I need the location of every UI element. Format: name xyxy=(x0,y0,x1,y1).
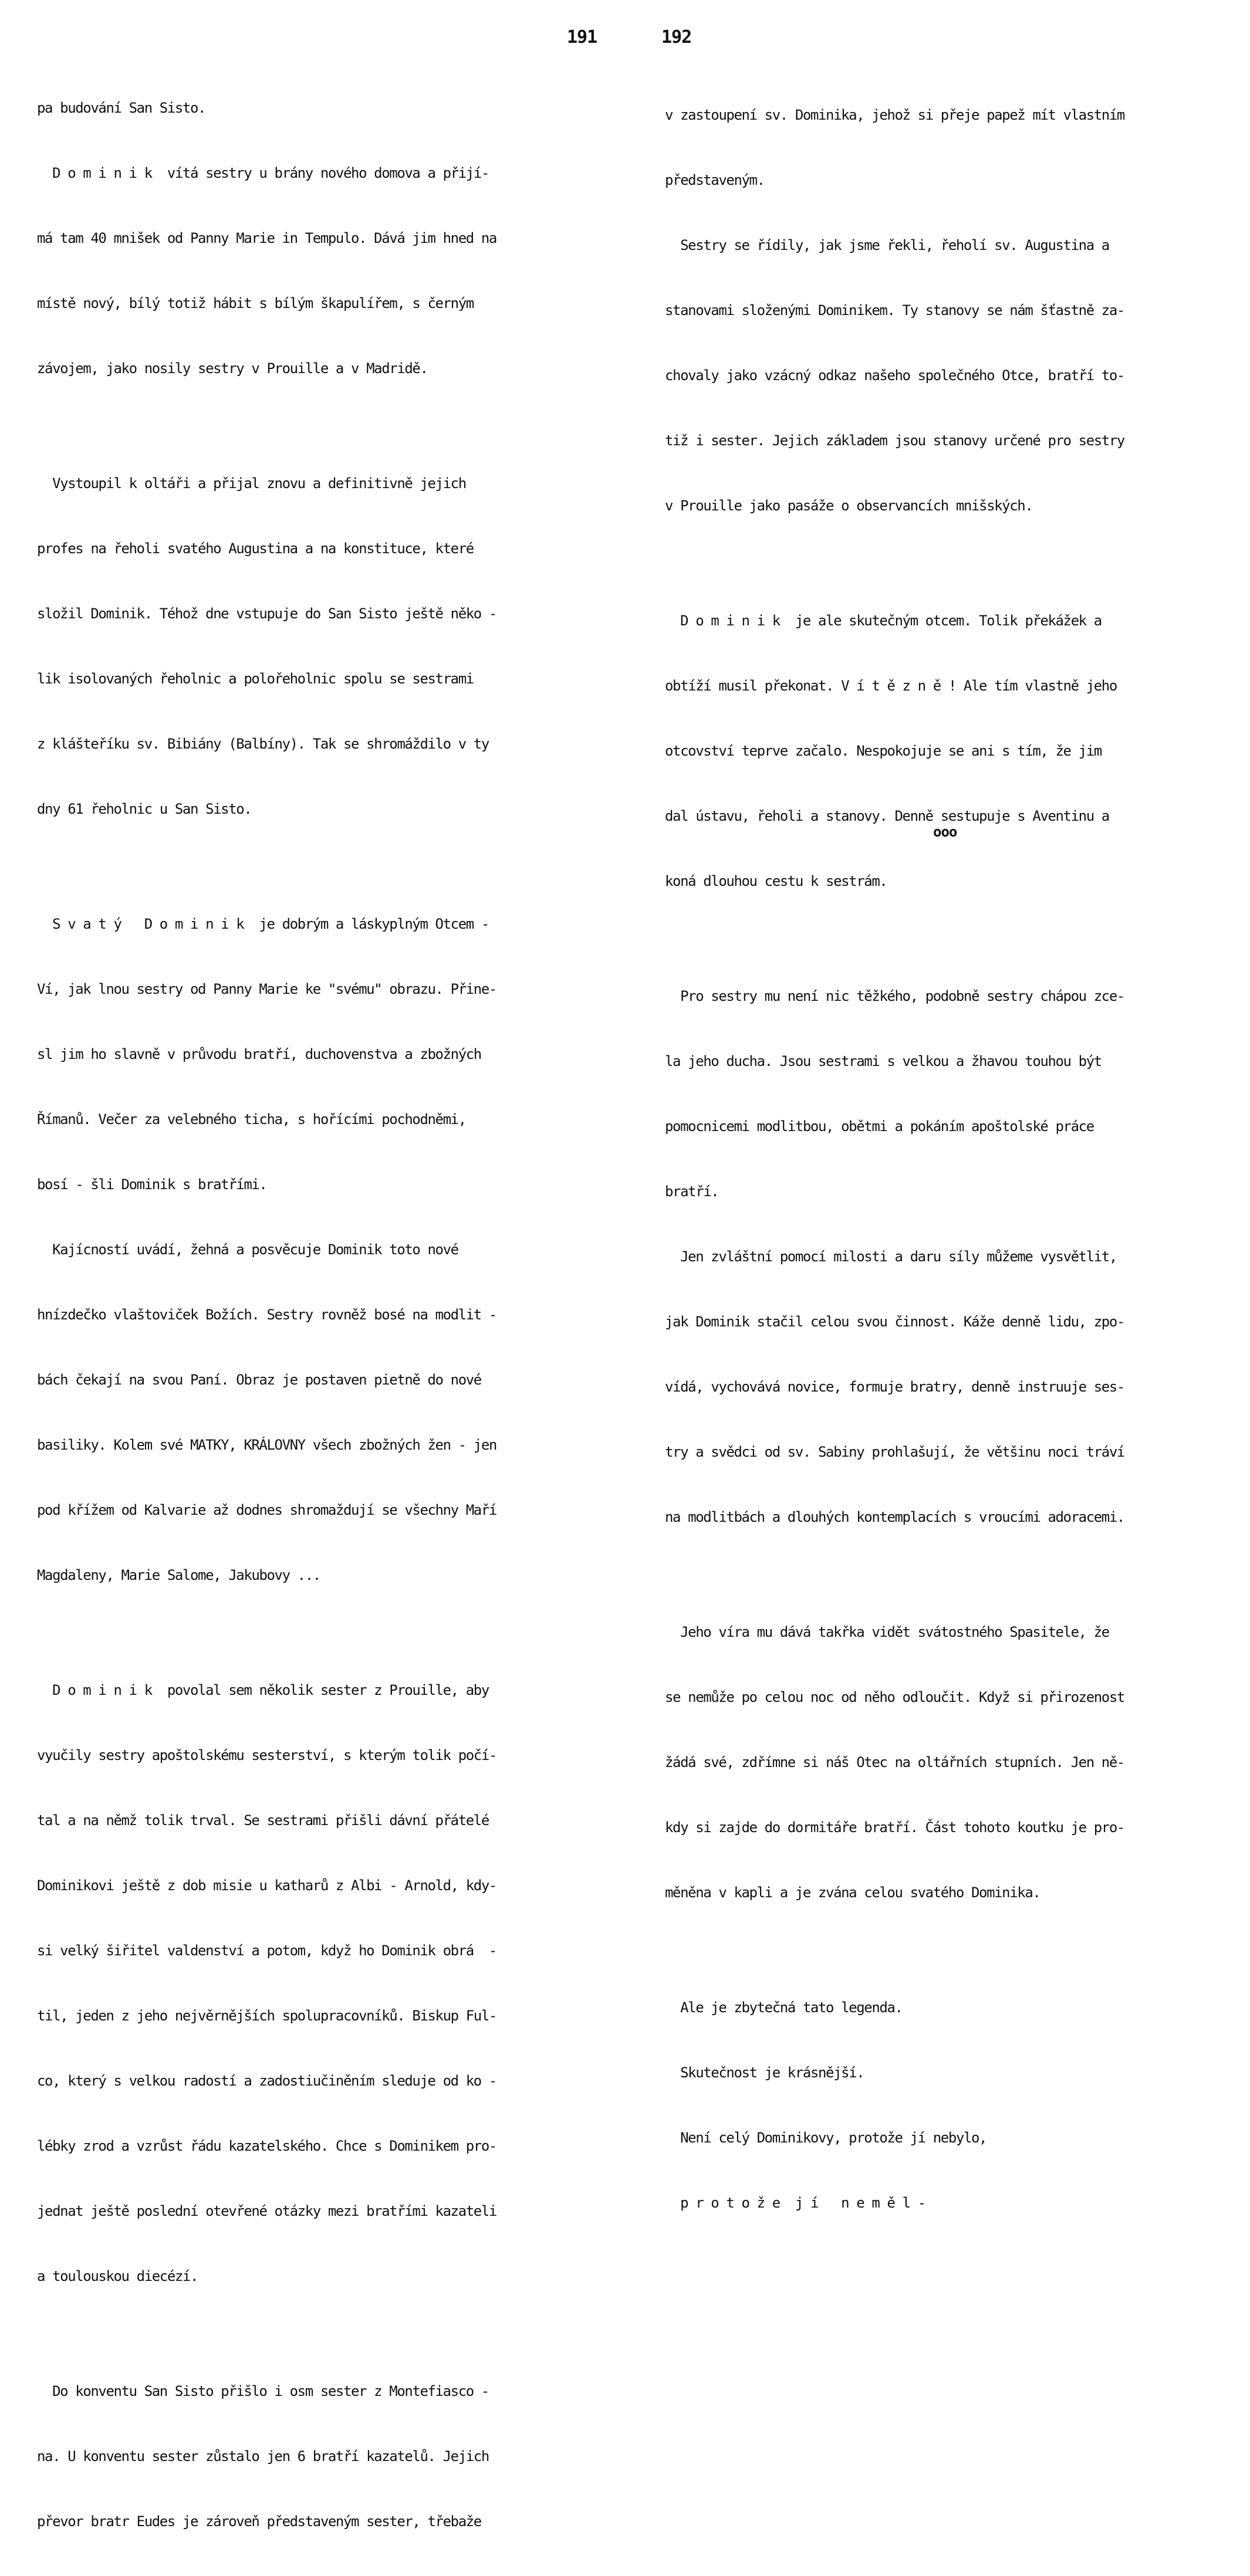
text-line: koná dlouhou cestu k sestrám. xyxy=(665,873,887,889)
text-line: v Prouille jako pasáže o observancích mnišských. xyxy=(665,497,1033,514)
paragraph-gap xyxy=(665,1572,1124,1578)
paragraph-gap xyxy=(37,423,496,429)
paragraph-gap xyxy=(665,1947,1124,1954)
text-line: lik isolovaných řeholnic a polořeholnic spolu se sestrami xyxy=(37,671,474,687)
paragraph-gap xyxy=(37,2331,496,2337)
text-line: sl jim ho slavně v průvodu bratří, duchovenstva a zbožných xyxy=(37,1046,481,1062)
text-line: převor bratr Eudes je zároveň představeným sester, třebaže xyxy=(37,2513,481,2530)
text-line: žádá své, zdřímne si náš Otec na oltářních stupních. Jen ně- xyxy=(665,1754,1124,1771)
text-line: D o m i n i k je ale skutečným otcem. Tolik překážek a xyxy=(665,612,1102,629)
text-line: tal a na němž tolik trval. Se sestrami přišli dávní přátelé xyxy=(37,1812,489,1829)
text-line: dny 61 řeholnic u San Sisto. xyxy=(37,801,252,817)
text-line: Skutečnost je krásnější. xyxy=(665,2064,864,2081)
text-line: Není celý Dominikovy, protože jí nebylo, xyxy=(665,2130,987,2146)
text-line: til, jeden z jeho nejvěrnějších spolupracovníků. Biskup Ful- xyxy=(37,2008,496,2024)
text-line: měněna v kapli a je zvána celou svatého Dominika. xyxy=(665,1884,1040,1901)
text-line: tiž i sester. Jejich základem jsou stanovy určené pro sestry xyxy=(665,432,1124,449)
left-page-text xyxy=(37,54,496,2576)
text-line: bách čekají na svou Paní. Obraz je postaven pietně do nové xyxy=(37,1372,481,1388)
text-line: Do konventu San Sisto přišlo i osm sester z Montefiasco - xyxy=(37,2383,489,2399)
text-line: D o m i n i k povolal sem několik sester z Prouille, aby xyxy=(37,1682,489,1698)
text-line: p r o t o ž e j í n e m ě l - xyxy=(665,2195,925,2211)
text-line: jednat ještě poslední otevřené otázky mezi bratřími kazateli xyxy=(37,2203,496,2219)
text-line: Pro sestry mu není nic těžkého, podobně sestry chápou zce- xyxy=(665,988,1124,1004)
text-line: profes na řeholi svatého Augustina a na konstituce, které xyxy=(37,540,474,557)
text-line: co, který s velkou radostí a zadostiučiněním sleduje od ko - xyxy=(37,2073,496,2089)
text-line: z klášteříku sv. Bibiány (Balbíny). Tak se shromáždilo v ty xyxy=(37,736,489,752)
closing-mark: ooo xyxy=(933,824,957,840)
text-line: na. U konventu sester zůstalo jen 6 bratří kazatelů. Jejich xyxy=(37,2448,489,2465)
page-number-right: 192 xyxy=(661,27,692,48)
text-line: Kajícností uvádí, žehná a posvěcuje Dominik toto nové xyxy=(37,1241,458,1258)
text-line: S v a t ý D o m i n i k je dobrým a láskyplným Otcem - xyxy=(37,916,489,932)
text-line: la jeho ducha. Jsou sestrami s velkou a žhavou touhou být xyxy=(665,1053,1102,1069)
text-line: vídá, vychovává novice, formuje bratry, denně instruuje ses- xyxy=(665,1379,1124,1395)
text-line: Římanů. Večer za velebného ticha, s hořícími pochodněmi, xyxy=(37,1111,466,1128)
page-number-left: 191 xyxy=(567,27,597,48)
text-line: pod křížem od Kalvarie až dodnes shromaždují se všechny Maří xyxy=(37,1502,496,1518)
text-line: Ale je zbytečná tato legenda. xyxy=(665,1999,903,2016)
text-line: vyučily sestry apoštolskému sesterství, s kterým tolik počí- xyxy=(37,1747,496,1763)
paragraph-gap xyxy=(665,560,1124,567)
text-line: try a svědci od sv. Sabiny prohlašují, že většinu noci tráví xyxy=(665,1444,1124,1460)
paragraph-gap xyxy=(37,1630,496,1636)
text-line: v zastoupení sv. Dominika, jehož si přeje papež mít vlastním xyxy=(665,107,1124,123)
text-line: Jen zvláštní pomocí milosti a daru síly můžeme vysvětlit, xyxy=(665,1248,1117,1265)
text-line: na modlitbách a dlouhých kontemplacích s vroucími adoracemi. xyxy=(665,1509,1124,1525)
text-line: místě nový, bílý totiž hábit s bílým škapulířem, s černým xyxy=(37,295,474,312)
text-line: Dominikovi ještě z dob misie u katharů z Albi - Arnold, kdy- xyxy=(37,1877,496,1894)
text-line: stanovami složenými Dominikem. Ty stanovy se nám šťastně za- xyxy=(665,302,1124,319)
text-line: Sestry se řídily, jak jsme řekli, řeholí sv. Augustina a xyxy=(665,237,1109,253)
text-line: bosí - šli Dominik s bratřími. xyxy=(37,1176,267,1193)
text-line: bratří. xyxy=(665,1183,719,1200)
text-line: otcovství teprve začalo. Nespokojuje se ani s tím, že jim xyxy=(665,743,1102,759)
text-line: Magdaleny, Marie Salome, Jakubovy ... xyxy=(37,1567,320,1583)
left-page xyxy=(0,0,625,2530)
text-line: má tam 40 mnišek od Panny Marie in Tempulo. Dává jim hned na xyxy=(37,230,496,246)
text-line: basiliky. Kolem své MATKY, KRÁLOVNY všech zbožných žen - jen xyxy=(37,1437,496,1453)
text-line: hnízdečko vlaštoviček Božích. Sestry rovněž bosé na modlit - xyxy=(37,1306,496,1323)
text-line: Ví, jak lnou sestry od Panny Marie ke "svému" obrazu. Přine- xyxy=(37,981,496,997)
text-line: chovaly jako vzácný odkaz našeho společného Otce, bratří to- xyxy=(665,367,1124,384)
text-line: dal ústavu, řeholi a stanovy. Denně sestupuje s Aventinu a xyxy=(665,808,1109,824)
text-line: se nemůže po celou noc od něho odloučit. Když si přirozenost xyxy=(665,1689,1124,1705)
text-line: představeným. xyxy=(665,172,765,188)
text-line: jak Dominik stačil celou svou činnost. Káže denně lidu, zpo- xyxy=(665,1314,1124,1330)
paragraph-gap xyxy=(37,864,496,870)
text-line: lébky zrod a vzrůst řádu kazatelského. Chce s Dominikem pro- xyxy=(37,2138,496,2154)
paragraph-gap xyxy=(665,936,1124,942)
right-page-text xyxy=(665,61,1124,2257)
text-line: Jeho víra mu dává takřka vidět svátostného Spasitele, že xyxy=(665,1624,1109,1640)
text-line: D o m i n i k vítá sestry u brány nového domova a přijí- xyxy=(37,165,489,181)
text-line: pomocnicemi modlitbou, obětmi a pokáním apoštolské práce xyxy=(665,1118,1094,1135)
text-line: obtíží musil překonat. V í t ě z n ě ! Ale tím vlastně jeho xyxy=(665,678,1117,694)
text-line: kdy si zajde do dormitáře bratří. Část tohoto koutku je pro- xyxy=(665,1819,1124,1836)
right-page xyxy=(625,0,1250,2211)
text-line: Vystoupil k oltáři a přijal znovu a definitivně jejich xyxy=(37,475,466,492)
text-line: složil Dominik. Téhož dne vstupuje do San Sisto ještě něko - xyxy=(37,605,496,622)
text-line: si velký šiřitel valdenství a potom, když ho Dominik obrá - xyxy=(37,1942,496,1959)
text-line: a toulouskou diecézí. xyxy=(37,2268,198,2284)
text-line: pa budování San Sisto. xyxy=(37,100,206,116)
text-line: závojem, jako nosily sestry v Prouille a v Madridě. xyxy=(37,360,428,377)
